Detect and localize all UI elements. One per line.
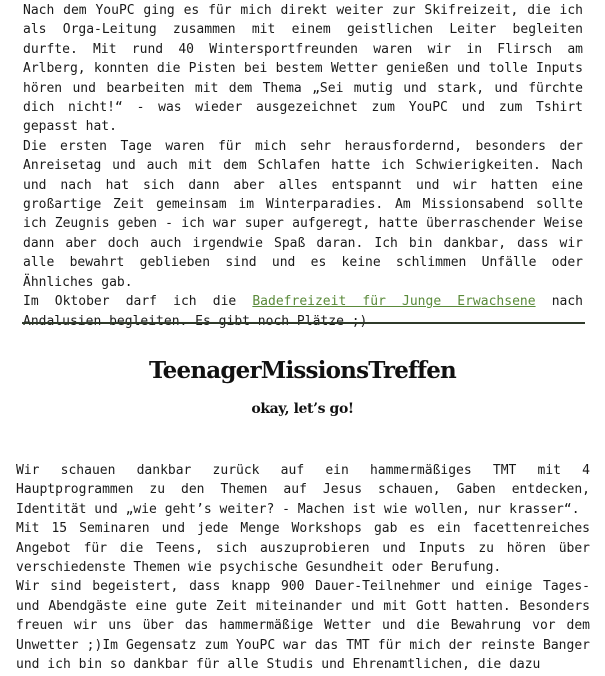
tmt-text-block	[16, 461, 590, 674]
section-subtitle: okay, let’s go!	[251, 401, 354, 417]
paragraph-seminare: Mit 15 Seminaren und jede Menge Workshops gab es ein facettenreiches Angebot für die Teens, sich auszuprobieren und Inputs zu hören über verschiedenste Themen wie psychische Gesundheit oder Berufung.	[16, 521, 590, 576]
badefreizeit-link[interactable]: Badefreizeit für Junge Erwachsene	[252, 294, 536, 310]
oktober-text-after: nach Andalusien begleiten. Es gibt noch Plätze ;)	[23, 294, 583, 329]
oktober-text-before: Im Oktober darf ich die	[23, 294, 253, 310]
paragraph-oktober	[23, 292, 583, 331]
paragraph-tmt-rueckblick: Wir schauen dankbar zurück auf ein hammermäßiges TMT mit 4 Hauptprogrammen zu den Themen auf Jesus schauen, Gaben entdecken, Identität und „wie geht’s weiter? - Machen ist wie wollen, nur krasser“.	[16, 463, 590, 517]
skifreizeit-text-block	[23, 1, 583, 331]
section-title: TeenagerMissionsTreffen	[149, 357, 456, 384]
section-divider	[22, 322, 585, 324]
paragraph-teilnehmer: Wir sind begeistert, dass knapp 900 Dauer-Teilnehmer und einige Tages- und Abendgäste eine gute Zeit miteinander und mit Gott hatten. Besonders freuen wir uns über das hammermäßige Wetter und die Bewahrung vor dem Unwetter ;)Im Gegensatz zum YouPC war das TMT für mich der reinste Banger und ich bin so dankbar für alle Studis und Ehrenamtlichen, die dazu	[16, 579, 590, 673]
paragraph-erste-tage: Die ersten Tage waren für mich sehr herausfordernd, besonders der Anreisetag und auch mit dem Schlafen hatte ich Schwierigkeiten. Nach und nach hat sich dann aber alles entspannt und wir hatten eine großartige Zeit gemeinsam im Winterparadies. Am Missionsabend sollte ich Zeugnis geben - ich war super aufgeregt, hatte überraschender Weise dann aber doch auch irgendwie Spaß daran. Ich bin dankbar, dass wir alle bewahrt geblieben sind und es keine schlimmen Unfälle oder Ähnliches gab.	[23, 138, 583, 290]
paragraph-skifreizeit: Nach dem YouPC ging es für mich direkt weiter zur Skifreizeit, die ich als Orga-Leitung zusammen mit einem geistlichen Leiter begleiten durfte. Mit rund 40 Wintersportfreunden waren wir in Flirsch am Arlberg, konnten die Pisten bei bestem Wetter genießen und tolle Inputs hören und bearbeiten mit dem Thema „Sei mutig und stark, und fürchte dich nicht!“ - was wieder ausgezeichnet zum YouPC und zum Tshirt gepasst hat.	[23, 3, 583, 135]
